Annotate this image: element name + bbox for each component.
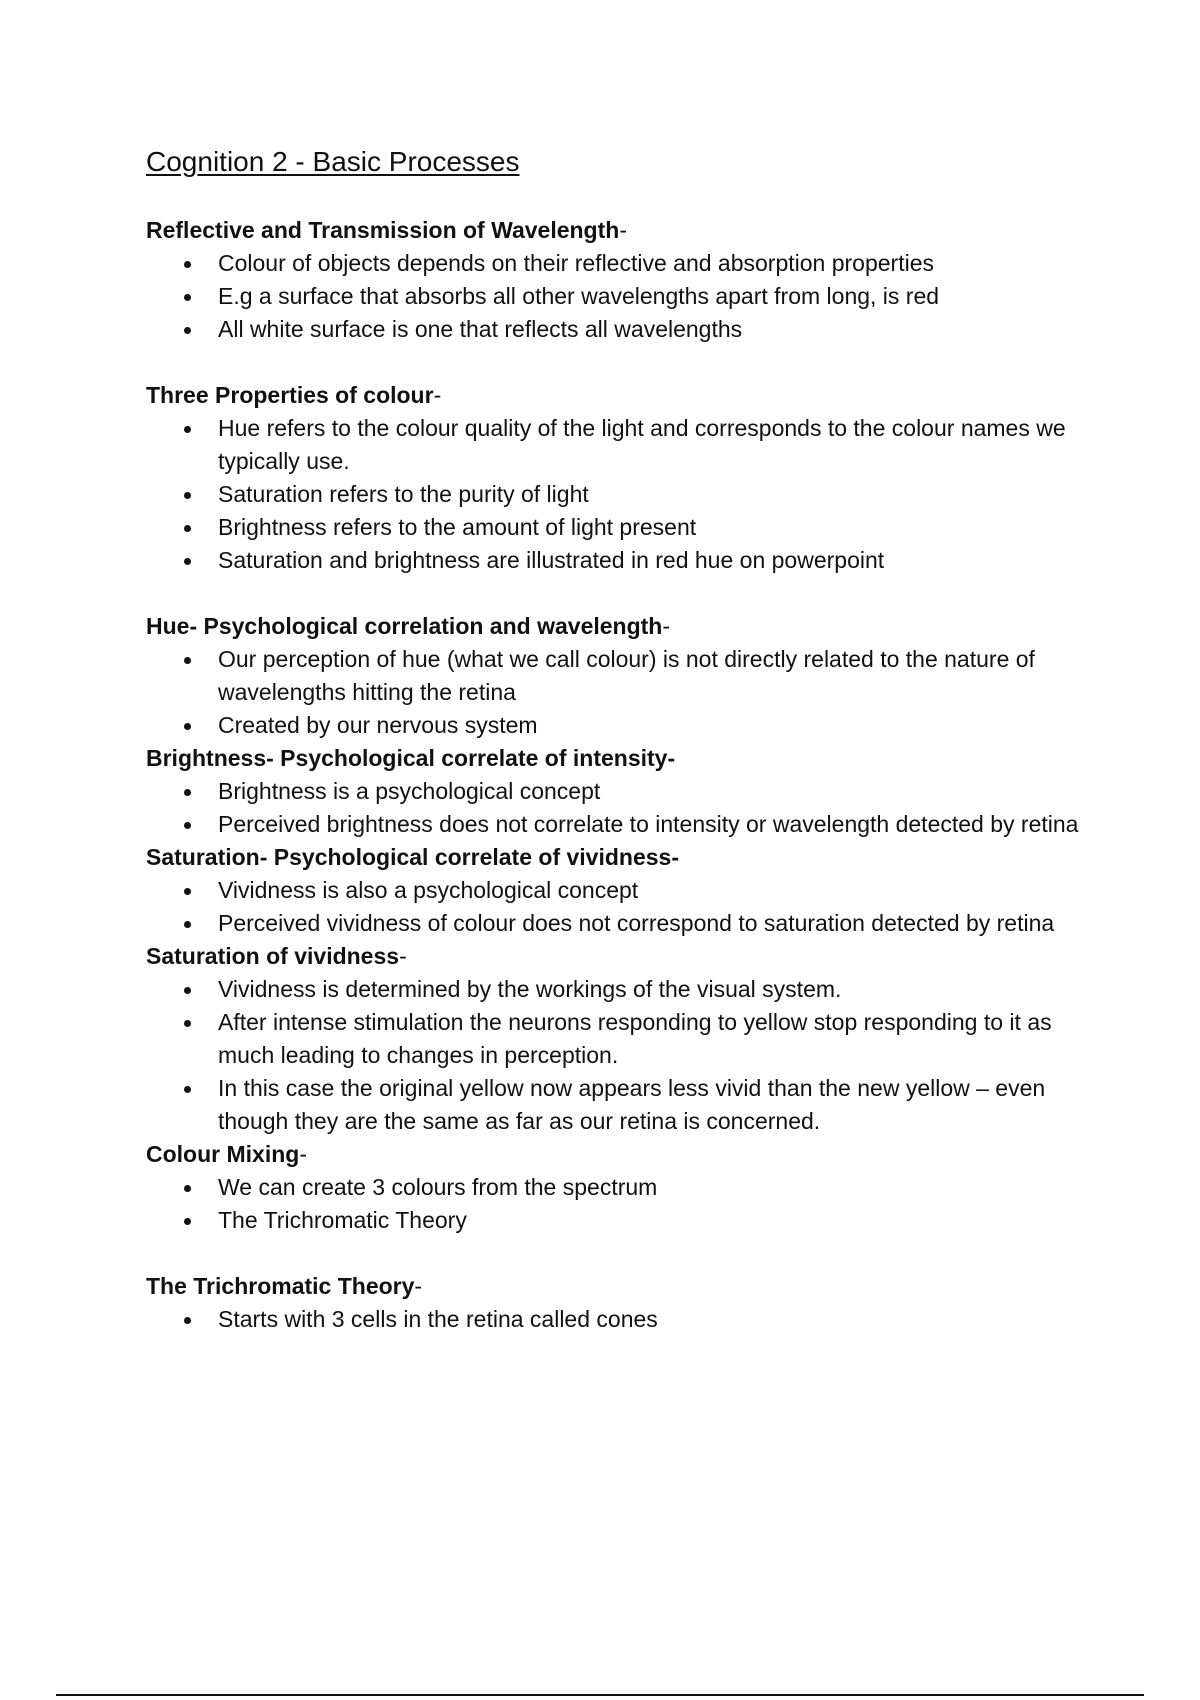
list-item [146, 907, 1106, 940]
bullet-icon [184, 723, 191, 730]
list-item-text: Vividness is also a psychological concept [218, 877, 639, 903]
list-item [146, 1072, 1106, 1138]
heading-dash: - [662, 613, 671, 639]
bullet-icon [184, 987, 191, 994]
list-item [146, 643, 1106, 709]
section-heading-text: Hue- Psychological correlation and wavelength [146, 613, 663, 639]
bullet-list [146, 874, 1106, 940]
list-item-text: Hue refers to the colour quality of the light and corresponds to the colour names we typically use. [218, 415, 1066, 474]
list-item-text: Vividness is determined by the workings of the visual system. [218, 976, 842, 1002]
bullet-icon [184, 789, 191, 796]
section-heading [146, 742, 1106, 775]
section-saturation-vividness [146, 940, 1106, 1138]
bullet-list [146, 973, 1106, 1138]
section-heading-text: Saturation of vividness [146, 943, 400, 969]
list-item [146, 511, 1106, 544]
heading-dash: - [433, 382, 442, 408]
section-colour-mixing [146, 1138, 1106, 1237]
list-item-text: All white surface is one that reflects all wavelengths [218, 316, 743, 342]
bullet-icon [184, 921, 191, 928]
list-item-text: Colour of objects depends on their reflective and absorption properties [218, 250, 934, 276]
bullet-icon [184, 426, 191, 433]
heading-dash: - [299, 1141, 307, 1167]
section-heading [146, 214, 1106, 247]
bullet-icon [184, 261, 191, 268]
bullet-icon [184, 657, 191, 664]
heading-dash: - [671, 844, 679, 870]
bullet-icon [184, 492, 191, 499]
list-item-text: Created by our nervous system [218, 712, 538, 738]
section-heading-text: Colour Mixing [146, 1141, 300, 1167]
bullet-icon [184, 1086, 191, 1093]
section-heading [146, 379, 1106, 412]
section-saturation-correlate [146, 841, 1106, 940]
list-item-text: Our perception of hue (what we call colour) is not directly related to the nature of wavelengths hitting the retina [218, 646, 1035, 705]
list-item-text: In this case the original yellow now appears less vivid than the new yellow – even though they are the same as far as our retina is concerned. [218, 1075, 1046, 1134]
section-reflective-transmission [146, 214, 1106, 346]
page-title: Cognition 2 - Basic Processes [146, 146, 520, 177]
page-bottom-divider [56, 1694, 1144, 1696]
list-item-text: Saturation and brightness are illustrated in red hue on powerpoint [218, 547, 885, 573]
bullet-icon [184, 1020, 191, 1027]
bullet-icon [184, 327, 191, 334]
section-trichromatic-theory [146, 1270, 1106, 1336]
section-heading [146, 841, 1106, 874]
bullet-icon [184, 822, 191, 829]
section-heading [146, 1138, 1106, 1171]
bullet-list [146, 247, 1106, 346]
list-item-text: Saturation refers to the purity of light [218, 481, 589, 507]
list-item [146, 412, 1106, 478]
section-heading-text: Brightness- Psychological correlate of intensity [146, 745, 668, 771]
list-item [146, 1171, 1106, 1204]
list-item [146, 313, 1106, 346]
list-item-text: Brightness is a psychological concept [218, 778, 601, 804]
bullet-list [146, 1303, 1106, 1336]
bullet-list [146, 1171, 1106, 1237]
section-brightness [146, 742, 1106, 841]
list-item [146, 775, 1106, 808]
section-three-properties [146, 379, 1106, 577]
section-heading-text: The Trichromatic Theory [146, 1273, 415, 1299]
list-item-text: Brightness refers to the amount of light present [218, 514, 697, 540]
list-item [146, 247, 1106, 280]
heading-dash: - [619, 217, 627, 243]
list-item-text: Starts with 3 cells in the retina called cones [218, 1306, 658, 1332]
section-heading [146, 610, 1106, 643]
section-heading-text: Three Properties of colour [146, 382, 434, 408]
list-item [146, 1006, 1106, 1072]
bullet-icon [184, 558, 191, 565]
section-heading-text: Reflective and Transmission of Wavelength [146, 217, 620, 243]
list-item [146, 478, 1106, 511]
list-item [146, 709, 1106, 742]
heading-dash: - [667, 745, 676, 771]
section-hue [146, 610, 1106, 742]
list-item-text: The Trichromatic Theory [218, 1207, 467, 1233]
list-item [146, 280, 1106, 313]
bullet-icon [184, 1185, 191, 1192]
section-heading [146, 1270, 1106, 1303]
list-item [146, 544, 1106, 577]
list-item-text: Perceived brightness does not correlate to intensity or wavelength detected by retina [218, 811, 1079, 837]
document-body [146, 142, 1106, 1336]
list-item-text: We can create 3 colours from the spectrum [218, 1174, 658, 1200]
section-heading [146, 940, 1106, 973]
list-item-text: Perceived vividness of colour does not correspond to saturation detected by retina [218, 910, 1055, 936]
bullet-list [146, 412, 1106, 577]
list-item [146, 808, 1106, 841]
bullet-icon [184, 294, 191, 301]
list-item [146, 1204, 1106, 1237]
list-item [146, 973, 1106, 1006]
bullet-icon [184, 525, 191, 532]
bullet-icon [184, 888, 191, 895]
bullet-icon [184, 1218, 191, 1225]
bullet-list [146, 643, 1106, 742]
list-item-text: E.g a surface that absorbs all other wavelengths apart from long, is red [218, 283, 940, 309]
list-item-text: After intense stimulation the neurons responding to yellow stop responding to it as much leading to changes in perception. [218, 1009, 1052, 1068]
section-heading-text: Saturation- Psychological correlate of vividness [146, 844, 672, 870]
list-item [146, 1303, 1106, 1336]
list-item [146, 874, 1106, 907]
heading-dash: - [414, 1273, 423, 1299]
bullet-list [146, 775, 1106, 841]
bullet-icon [184, 1317, 191, 1324]
heading-dash: - [399, 943, 407, 969]
